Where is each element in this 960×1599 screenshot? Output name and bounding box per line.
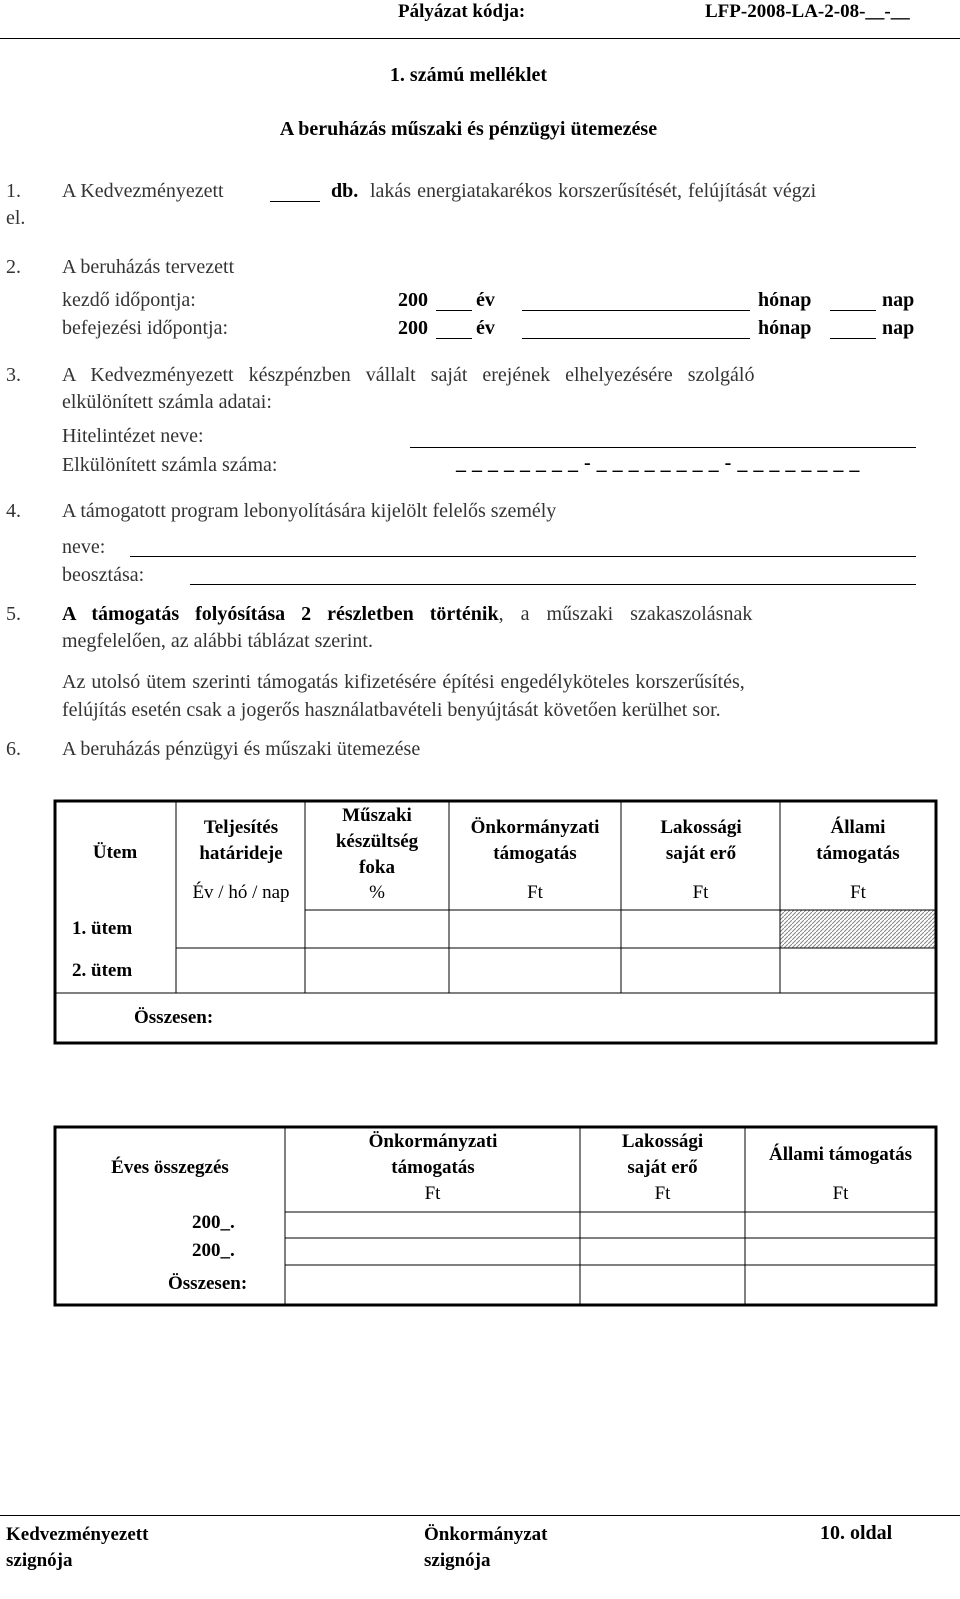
schedule-header-state: Állami támogatás — [816, 817, 900, 864]
footer-page-number: 10. oldal — [820, 1522, 893, 1544]
annual-unit-municipal: Ft — [424, 1183, 441, 1204]
item3-account-label: Elkülönített számla száma: — [62, 454, 278, 476]
item2-start-year-prefix: 200 — [398, 289, 428, 311]
item5-para-line2: felújítás esetén csak a jogerős használatbavételi benyújtását követően kerülhet sor. — [62, 699, 721, 721]
item1-number: 1. — [6, 180, 21, 202]
annex-title: 1. számú melléklet — [389, 64, 548, 86]
item4-title: A támogatott program lebonyolítására kijelölt felelős személy — [62, 500, 557, 522]
item4-position-label: beosztása: — [62, 564, 145, 586]
item6-number: 6. — [6, 738, 21, 760]
item1-text-a: A Kedvezményezett — [62, 180, 224, 202]
annual-header-summary: Éves összegzés — [111, 1157, 229, 1178]
item1-text-b: db. — [331, 180, 359, 202]
item1-text-d: el. — [6, 207, 26, 229]
item3-account-field[interactable]: _ _ _ _ _ _ _ _ - _ _ _ _ _ _ _ _ - _ _ _ _ _ _ _ _ — [456, 452, 860, 474]
header-code-value: LFP-2008-LA-2-08-__-__ — [705, 1, 910, 22]
schedule-header-residential: Lakossági saját erő — [660, 817, 742, 864]
item2-start-day-unit: nap — [882, 289, 915, 311]
schedule-header-phase: Ütem — [92, 842, 138, 863]
item5-bold-text: A támogatás folyósítása 2 részletben történik — [62, 603, 499, 625]
annual-row-year1: 200_. — [192, 1212, 235, 1233]
schedule-unit-municipal: Ft — [527, 882, 543, 903]
footer-beneficiary-signature: Kedvezményezett szignója — [6, 1524, 149, 1571]
item2-end-year-prefix: 200 — [398, 317, 428, 339]
item2-end-day-unit: nap — [882, 317, 915, 339]
annual-header-municipal: Önkormányzati támogatás — [368, 1131, 498, 1178]
annual-unit-state: Ft — [832, 1183, 849, 1204]
header-code-label: Pályázat kódja: — [398, 1, 526, 22]
footer-divider — [0, 1515, 960, 1516]
item2-end-year-unit: év — [476, 317, 495, 339]
item3-line2: elkülönített számla adatai: — [62, 391, 272, 413]
schedule-row-phase2: 2. ütem — [72, 960, 133, 981]
schedule-header-municipal: Önkormányzati támogatás — [470, 817, 600, 864]
item4-name-label: neve: — [62, 536, 106, 558]
item5-line2: megfelelően, az alábbi táblázat szerint. — [62, 630, 373, 652]
item2-start-year-unit: év — [476, 289, 495, 311]
item2-start-label: kezdő időpontja: — [62, 289, 196, 311]
item2-end-label: befejezési időpontja: — [62, 317, 229, 339]
state-support-row1-hatched-cell — [780, 910, 936, 948]
item3-bank-label: Hitelintézet neve: — [62, 425, 204, 447]
item1-text-c: lakás energiatakarékos korszerűsítését, felújítását végzi — [370, 180, 817, 202]
item6-title: A beruházás pénzügyi és műszaki ütemezése — [62, 738, 421, 760]
schedule-row-total: Összesen: — [134, 1007, 214, 1028]
schedule-unit-state: Ft — [850, 882, 866, 903]
annual-unit-residential: Ft — [654, 1183, 671, 1204]
schedule-header-completion: Műszaki készültség foka — [335, 805, 419, 878]
schedule-unit-completion: % — [369, 882, 385, 903]
annual-header-residential: Lakossági saját erő — [621, 1131, 704, 1178]
item2-end-month-unit: hónap — [758, 317, 812, 339]
item3-line1: A Kedvezményezett készpénzben vállalt saját erejének elhelyezésére szolgáló — [62, 364, 755, 386]
item5-para-line1: Az utolsó ütem szerinti támogatás kifizetésére építési engedélyköteles korszerűsítés, — [62, 671, 745, 693]
schedule-unit-residential: Ft — [692, 882, 709, 903]
item4-number: 4. — [6, 500, 21, 522]
item2-title: A beruházás tervezett — [62, 256, 235, 278]
item2-number: 2. — [6, 256, 21, 278]
item3-number: 3. — [6, 364, 21, 386]
item5-line1-rest: , a műszaki szakaszolásnak — [498, 603, 753, 625]
schedule-unit-deadline: Év / hó / nap — [192, 882, 290, 903]
item2-start-month-unit: hónap — [758, 289, 812, 311]
document-title: A beruházás műszaki és pénzügyi ütemezése — [279, 118, 658, 140]
schedule-header-deadline: Teljesítés határideje — [199, 817, 283, 864]
item5-number: 5. — [6, 603, 21, 625]
footer-municipality-signature: Önkormányzat szignója — [424, 1524, 548, 1571]
annual-row-year2: 200_. — [192, 1240, 235, 1261]
annual-header-state: Állami támogatás — [768, 1144, 912, 1165]
annual-row-total: Összesen: — [168, 1273, 248, 1294]
schedule-row-phase1: 1. ütem — [72, 918, 133, 939]
